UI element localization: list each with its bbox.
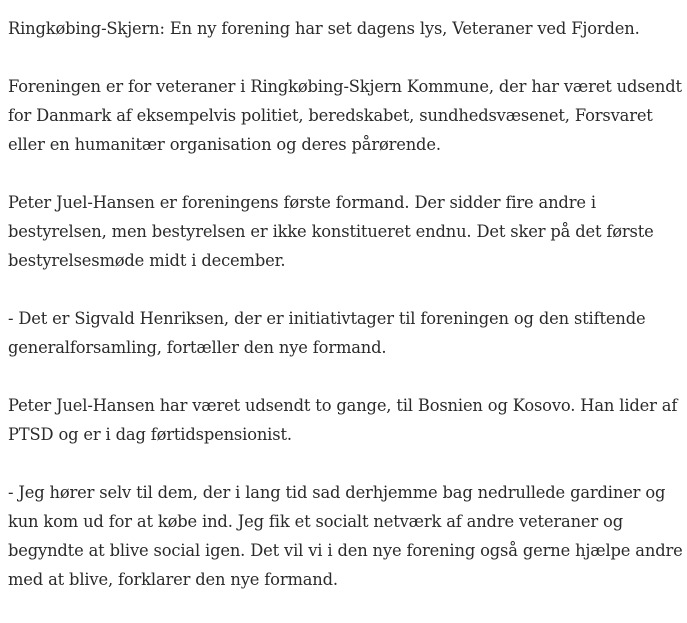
article-paragraph-quote: - Det er Sigvald Henriksen, der er initiativtager til foreningen og den stiftende generalforsamling, fortæller den nye formand.	[8, 309, 646, 357]
article-paragraph: Foreningen er for veteraner i Ringkøbing-Skjern Kommune, der har været udsendt for Danmark af eksempelvis politiet, beredskabet, sundhedsvæsenet, Forsvaret eller en humanitær organisation og deres pårørende.	[8, 77, 682, 154]
article-paragraph-quote: - Jeg hører selv til dem, der i lang tid sad derhjemme bag nedrullede gardiner og kun kom ud for at købe ind. Jeg fik et socialt netværk af andre veteraner og begyndte at blive social igen. Det vil vi i den nye forening også gerne hjælpe andre med at blive, forklarer den nye formand.	[8, 483, 683, 589]
article-paragraph: Peter Juel-Hansen er foreningens første formand. Der sidder fire andre i bestyrelsen, men bestyrelsen er ikke konstitueret endnu. Det sker på det første bestyrelsesmøde midt i december.	[8, 193, 654, 270]
article-paragraph-lead: Ringkøbing-Skjern: En ny forening har set dagens lys, Veteraner ved Fjorden.	[8, 19, 640, 38]
article-paragraph: Peter Juel-Hansen har været udsendt to gange, til Bosnien og Kosovo. Han lider af PTSD og er i dag førtidspensionist.	[8, 396, 678, 444]
article-body	[8, 14, 684, 623]
